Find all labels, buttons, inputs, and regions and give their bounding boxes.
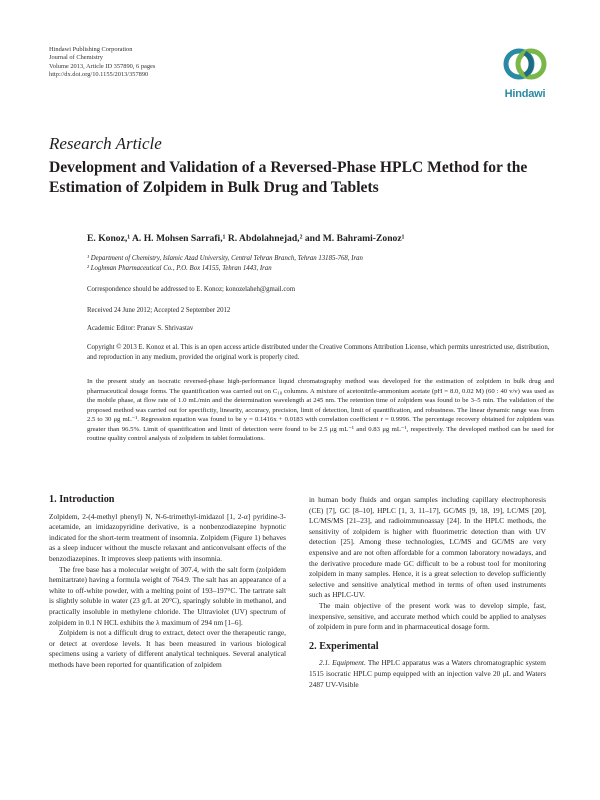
paragraph-equipment xyxy=(309,658,546,690)
paragraph: The main objective of the present work was to develop simple, fast, inexpensive, sensitive, and accurate method which could be applied to analyses of zolpidem in pure form and in pharmaceutical dosage form. xyxy=(309,600,546,632)
journal-header xyxy=(49,46,155,79)
paragraph: Zolpidem is not a difficult drug to extract, detect over the therapeutic range, or detect at overdose levels. It has been measured in various biological specimens using a variety of different analytical techniques. Several analytical methods have been reported for quantification of zolpidem xyxy=(49,628,286,669)
subsection-label: 2.1. Equipment. xyxy=(319,658,366,668)
hindawi-logo-icon xyxy=(496,44,554,88)
doi-link[interactable]: http://dx.doi.org/10.1155/2013/357890 xyxy=(49,70,149,78)
section-heading-experimental: 2. Experimental xyxy=(309,640,379,652)
right-column xyxy=(309,495,546,690)
paragraph: The free base has a molecular weight of 307.4, with the salt form (zolpidem hemitartrate) having a formula weight of 764.9. The salt has an appearance of a white to off-white powder, with a melting point of 193–197°C. The tartrate salt is slightly soluble in water (23 g/L at 20°C), sparingly soluble in methanol, and practically insoluble in methylene chloride. The Ultraviolet (UV) spectrum of zolpidem in 0.1 N HCL exhibits the λ maximum of 294 nm [1–6]. xyxy=(49,564,286,627)
volume-info: Volume 2013, Article ID 357890, 6 pages xyxy=(49,62,156,70)
logo-wordmark: Hindawi xyxy=(504,88,546,100)
equipment-text: The HPLC apparatus was a Waters chromatographic system 1515 isocratic HPLC pump equipped with an injection valve 20 μL and Waters 2487 UV-Visible xyxy=(309,658,546,689)
affiliations xyxy=(87,254,557,274)
affiliation-2: ² Loghman Pharmaceutical Co., P.O. Box 14155, Tehran 1443, Iran xyxy=(87,265,272,272)
article-title: Development and Validation of a Reversed-Phase HPLC Method for the Estimation of Zolpidem in Bulk Drug and Tablets xyxy=(49,159,528,196)
copyright-notice: Copyright © 2013 E. Konoz et al. This is an open access article distributed under the Creative Commons Attribution License, which permits unrestricted use, distribution, and reproduction in any medium, provided the original work is properly cited. xyxy=(87,344,550,361)
paragraph: in human body fluids and organ samples including capillary electrophoresis (CE) [7], GC [8–10], HPLC [1, 3, 11–17], GC/MS [9, 18, 19], LC/MS [20], LC/MS/MS [21–23], and radioimmunoassay [24]. In the HPLC methods, the sensitivity of zolpidem is higher with fluorimetric detection than with UV detection [25]. Among these technologies, LC/MS and GC/MS are very expensive and are not often affordable for a common laboratory nowadays, and the derivative procedure made GC difficult to be a robust tool for monitoring zolpidem in many samples. Hence, it is a great selection to develop sufficiently selective and sensitive analytical method in terms of often used instruments such as HPLC-UV. xyxy=(309,495,546,600)
section-heading-introduction: 1. Introduction xyxy=(49,494,115,505)
journal-name: Journal of Chemistry xyxy=(49,54,103,62)
paragraph: Zolpidem, 2-(4-methyl phenyl) N, N-6-trimethyl-imidazol [1, 2-α] pyridine-3-acetamide, an imidazopyridine derivative, is a nonbenzodiazepine hypnotic indicated for the short-term treatment of insomnia. Zolpidem (Figure 1) behaves as a sleep inducer without the muscle relaxant and anticonvulsant effects of the benzodiazepines. It improves sleep patients with insomnia. xyxy=(49,511,286,563)
publisher-line: Hindawi Publishing Corporation xyxy=(49,46,133,53)
affiliation-1: ¹ Department of Chemistry, Islamic Azad University, Central Tehran Branch, Tehran 13185-768, Iran xyxy=(87,255,363,262)
abstract: In the present study an isocratic reversed-phase high-performance liquid chromatography method was developed for the estimation of zolpidem in bulk drug and pharmaceutical dosage forms. The quantification was carried out on C₁₈ columns. A mixture of acetonitrile-ammonium acetate (pH = 8.0, 0.02 M) (60 : 40 v/v) was used as the mobile phase, at flow rate of 1.0 mL/min and the determination wavelength at 245 nm. The retention time of zolpidem was found to be 3–5 min. The validation of the proposed method was carried out for specificity, linearity, accuracy, precision, limit of detection, limit of quantification, and robustness. The linear dynamic range was from 2.5 to 30 μg mL⁻¹. Regression equation was found to be y = 0.1416x + 0.0183 with correlation coefficient r = 0.9996. The percentage recovery obtained for zolpidem was greater than 96.5%. Limit of quantification and limit of detection were found to be 2.5 μg mL⁻¹ and 0.83 μg mL⁻¹, respectively. The developed method can be used for routine quality control analysis of zolpidem in tablet formulations. xyxy=(87,378,554,443)
received-dates: Received 24 June 2012; Accepted 2 September 2012 xyxy=(87,307,231,314)
left-column xyxy=(49,495,286,671)
hindawi-logo xyxy=(496,44,554,102)
academic-editor: Academic Editor: Pranav S. Shrivastav xyxy=(87,325,194,332)
article-type: Research Article xyxy=(49,134,162,153)
author-list: E. Konoz,¹ A. H. Mohsen Sarrafi,¹ R. Abdolahnejad,² and M. Bahrami-Zonoz¹ xyxy=(87,233,405,244)
correspondence: Correspondence should be addressed to E. Konoz; konozelaheh@gmail.com xyxy=(87,286,296,293)
